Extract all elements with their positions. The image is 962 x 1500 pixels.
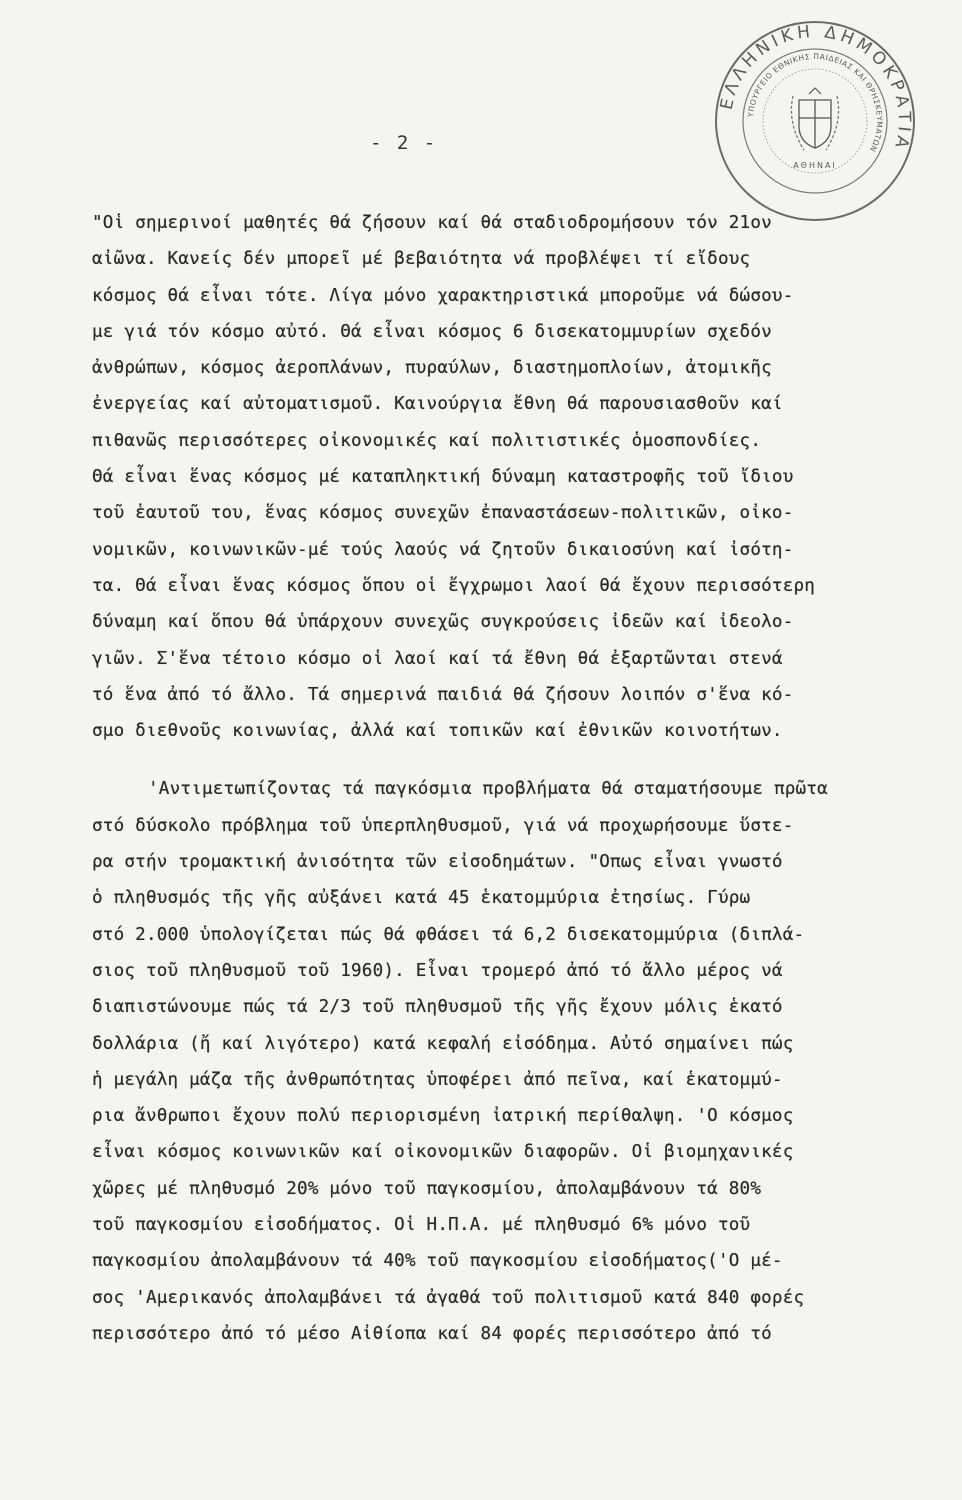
paragraph-2 xyxy=(92,771,960,1352)
text-line: ἡ μεγάλη μάζα τῆς ἀνθρωπότητας ὑποφέρει ἀπό πεῖνα, καί ἑκατομμύ- xyxy=(92,1069,783,1090)
text-line: στό δύσκολο πρόβλημα τοῦ ὑπερπληθυσμοῦ, γιά νά προχωρήσουμε ὕστε- xyxy=(92,815,794,836)
text-line: περισσότερο ἀπό τό μέσο Αἰθίοπα καί 84 φορές περισσότερο ἀπό τό xyxy=(92,1323,772,1344)
text-line: δολλάρια (ἤ καί λιγότερο) κατά κεφαλή εἰσόδημα. Αὐτό σημαίνει πώς xyxy=(92,1033,794,1054)
text-line: τοῦ ἑαυτοῦ του, ἕνας κόσμος συνεχῶν ἐπαναστάσεων-πολιτικῶν, οἰκο- xyxy=(92,503,794,524)
text-line: τό ἕνα ἀπό τό ἄλλο. Τά σημερινά παιδιά θά ζήσουν λοιπόν σ'ἕνα κό- xyxy=(92,684,794,705)
text-line: στό 2.000 ὑπολογίζεται πώς θά φθάσει τά 6,2 δισεκατομμύρια (διπλά- xyxy=(92,924,805,945)
stamp-inner-text: ΥΠΟΥΡΓΕΙΟ ΕΘΝΙΚΗΣ ΠΑΙΔΕΙΑΣ ΚΑΙ ΘΡΗΣΚΕΥΜΑΤΩΝ xyxy=(746,51,885,154)
stamp-center-text: ΑΘΗΝΑΙ xyxy=(793,161,837,170)
text-line: τοῦ παγκοσμίου εἰσοδήματος. Οἱ Η.Π.Α. μέ πληθυσμό 6% μόνο τοῦ xyxy=(92,1215,751,1236)
document-body xyxy=(92,205,960,1352)
text-line: πιθανῶς περισσότερες οἰκονομικές καί πολιτιστικές ὁμοσπονδίες. xyxy=(92,430,762,451)
text-line: Θά εἶναι ἕνας κόσμος μέ καταπληκτική δύναμη καταστροφῆς τοῦ ἴδιου xyxy=(92,467,794,488)
text-line: ἐνεργείας καί αὐτοματισμοῦ. Καινούργια ἔθνη θά παρουσιασθοῦν καί xyxy=(92,394,783,415)
text-line: σιος τοῦ πληθυσμοῦ τοῦ 1960). Εἶναι τρομερό ἀπό τό ἄλλο μέρος νά xyxy=(92,960,783,981)
stamp-outer-text: ΕΛΛΗΝΙΚΗ ΔΗΜΟΚΡΑΤΙΑ xyxy=(716,21,915,154)
text-line: νομικῶν, κοινωνικῶν-μέ τούς λαούς νά ζητοῦν δικαιοσύνη καί ἰσότη- xyxy=(92,539,794,560)
paragraph-1 xyxy=(92,205,960,749)
text-line: δύναμη καί ὅπου θά ὑπάρχουν συνεχῶς συγκρούσεις ἰδεῶν καί ἰδεολο- xyxy=(92,612,794,633)
text-line: ρια ἄνθρωποι ἔχουν πολύ περιορισμένη ἰατρική περίθαλψη. 'Ο κόσμος xyxy=(92,1106,794,1127)
text-line: εἶναι κόσμος κοινωνικῶν καί οἰκονομικῶν διαφορῶν. Οἱ βιομηχανικές xyxy=(92,1142,794,1163)
text-line: "Οἱ σημερινοί μαθητές θά ζήσουν καί θά σταδιοδρομήσουν τόν 21ον xyxy=(92,213,772,233)
coat-of-arms-icon xyxy=(791,88,838,150)
text-line: σος 'Αμερικανός ἀπολαμβάνει τά ἀγαθά τοῦ πολιτισμοῦ κατά 840 φορές xyxy=(92,1287,805,1308)
text-line: με γιά τόν κόσμο αὐτό. Θά εἶναι κόσμος 6 δισεκατομμυρίων σχεδόν xyxy=(92,321,772,342)
text-line: ἀνθρώπων, κόσμος ἀεροπλάνων, πυραύλων, διαστημοπλοίων, ἀτομικῆς xyxy=(92,358,772,379)
official-stamp xyxy=(712,18,918,224)
page-number: - 2 - xyxy=(370,132,438,154)
text-line: παγκοσμίου ἀπολαμβάνουν τά 40% τοῦ παγκοσμίου εἰσοδήματος('Ο μέ- xyxy=(92,1251,783,1272)
text-line: σμο διεθνοῦς κοινωνίας, ἀλλά καί τοπικῶν καί ἐθνικῶν κοινοτήτων. xyxy=(92,721,783,742)
text-line: διαπιστώνουμε πώς τά 2/3 τοῦ πληθυσμοῦ τῆς γῆς ἔχουν μόλις ἑκατό xyxy=(92,997,783,1018)
text-line: τα. Θά εἶναι ἕνας κόσμος ὅπου οἱ ἔγχρωμοι λαοί θά ἔχουν περισσότερη xyxy=(92,575,816,596)
text-line: αἰῶνα. Κανείς δέν μπορεῖ μέ βεβαιότητα νά προβλέψει τί εἴδους xyxy=(92,249,751,270)
text-line: 'Αντιμετωπίζοντας τά παγκόσμια προβλήματα θά σταματήσουμε πρῶτα xyxy=(148,779,828,800)
paragraph-gap xyxy=(92,749,960,771)
text-line: χῶρες μέ πληθυσμό 20% μόνο τοῦ παγκοσμίου, ἀπολαμβάνουν τά 80% xyxy=(92,1178,762,1199)
text-line: γιῶν. Σ'ἕνα τέτοιο κόσμο οἱ λαοί καί τά ἔθνη θά ἐξαρτῶνται στενά xyxy=(92,648,783,669)
text-line: κόσμος θά εἶναι τότε. Λίγα μόνο χαρακτηριστικά μποροῦμε νά δώσου- xyxy=(92,285,794,306)
text-line: ρα στήν τρομακτική ἀνισότητα τῶν εἰσοδημάτων. "Οπως εἶναι γνωστό xyxy=(92,852,783,873)
stamp-seal-graphic xyxy=(712,18,918,224)
text-line: ὁ πληθυσμός τῆς γῆς αὐξάνει κατά 45 ἑκατομμύρια ἐτησίως. Γύρω xyxy=(92,888,751,909)
